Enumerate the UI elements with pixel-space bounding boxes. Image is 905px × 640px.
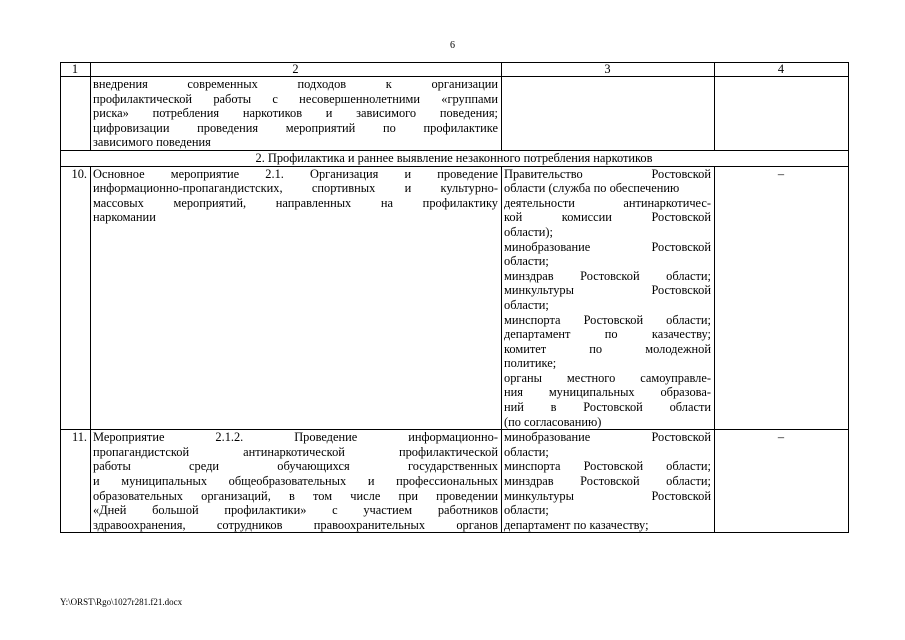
row-number: 10. [61,166,91,430]
text-line: деятельности антинаркотичес- [504,195,711,210]
text-line: внедрения современных подходов к организации [93,77,498,91]
text-line: области; [504,254,549,269]
text-line: образовательных организаций, в том числе при проведении [93,488,498,503]
text-line: области (служба по обеспечению [504,181,680,196]
responsible-cell [502,430,715,533]
description-cell [91,166,502,430]
text-line: департамент по казачеству; [504,517,649,532]
text-line: ний в Ростовской области [504,400,711,415]
header-cell-1: 1 [61,63,91,77]
text-line: ния муниципальных образова- [504,385,711,400]
text-line: области; [504,503,549,518]
text-line: здравоохранения, сотрудников правоохранительных органов [93,517,498,532]
header-cell-2: 2 [91,63,502,77]
num-cell [61,77,91,151]
section-title: 2. Профилактика и раннее выявление незаконного потребления наркотиков [61,150,849,166]
text-line: минспорта Ростовской области; [504,459,711,474]
table-row-continuation [61,77,849,151]
text-line: минздрав Ростовской области; [504,268,711,283]
text-line: «Дней большой профилактики» с участием работников [93,503,498,518]
responsible-cell [502,77,715,151]
text-line: органы местного самоуправле- [504,370,711,385]
table-row [61,430,849,533]
text-line: комитет по молодежной [504,341,711,356]
term-cell: – [715,430,849,533]
text-line: минкультуры Ростовской [504,488,711,503]
text-line: политике; [504,356,557,371]
description-cell [91,77,502,151]
text-line: области; [504,297,549,312]
text-line: и муниципальных общеобразовательных и профессиональных [93,474,498,489]
text-line: департамент по казачеству; [504,327,711,342]
text-line: кой комиссии Ростовской [504,210,711,225]
term-cell: – [715,166,849,430]
text-line: Основное мероприятие 2.1. Организация и проведение [93,166,498,181]
table-row [61,166,849,430]
text-line: пропагандистской антинаркотической профилактической [93,444,498,459]
text-line: зависимого поведения [93,135,211,150]
header-cell-4: 4 [715,63,849,77]
text-line: минобразование Ростовской [504,430,711,445]
row-number: 11. [61,430,91,533]
page-number: 6 [450,40,455,51]
description-cell [91,430,502,533]
text-line: цифровизации проведения мероприятий по профилактике [93,120,498,135]
text-line: минобразование Ростовской [504,239,711,254]
text-line: массовых мероприятий, направленных на профилактику [93,195,498,210]
text-line: профилактической работы с несовершеннолетними «группами [93,91,498,106]
text-line: минспорта Ростовской области; [504,312,711,327]
text-line: области; [504,444,549,459]
footer-file-path: Y:\ORST\Rgo\1027r281.f21.docx [60,597,183,607]
header-cell-3: 3 [502,63,715,77]
text-line: наркомании [93,210,156,225]
responsible-cell [502,166,715,430]
section-heading-row [61,150,849,166]
text-line: Мероприятие 2.1.2. Проведение информационно- [93,430,498,445]
text-line: работы среди обучающихся государственных [93,459,498,474]
text-line: (по согласованию) [504,414,602,429]
measures-table [60,62,849,533]
text-line: минздрав Ростовской области; [504,474,711,489]
term-cell [715,77,849,151]
text-line: области); [504,224,553,239]
text-line: Правительство Ростовской [504,166,711,181]
text-line: минкультуры Ростовской [504,283,711,298]
text-line: риска» потребления наркотиков и зависимого поведения; [93,106,498,121]
text-line: информационно-пропагандистских, спортивных и культурно- [93,181,498,196]
table-header-row [61,63,849,77]
